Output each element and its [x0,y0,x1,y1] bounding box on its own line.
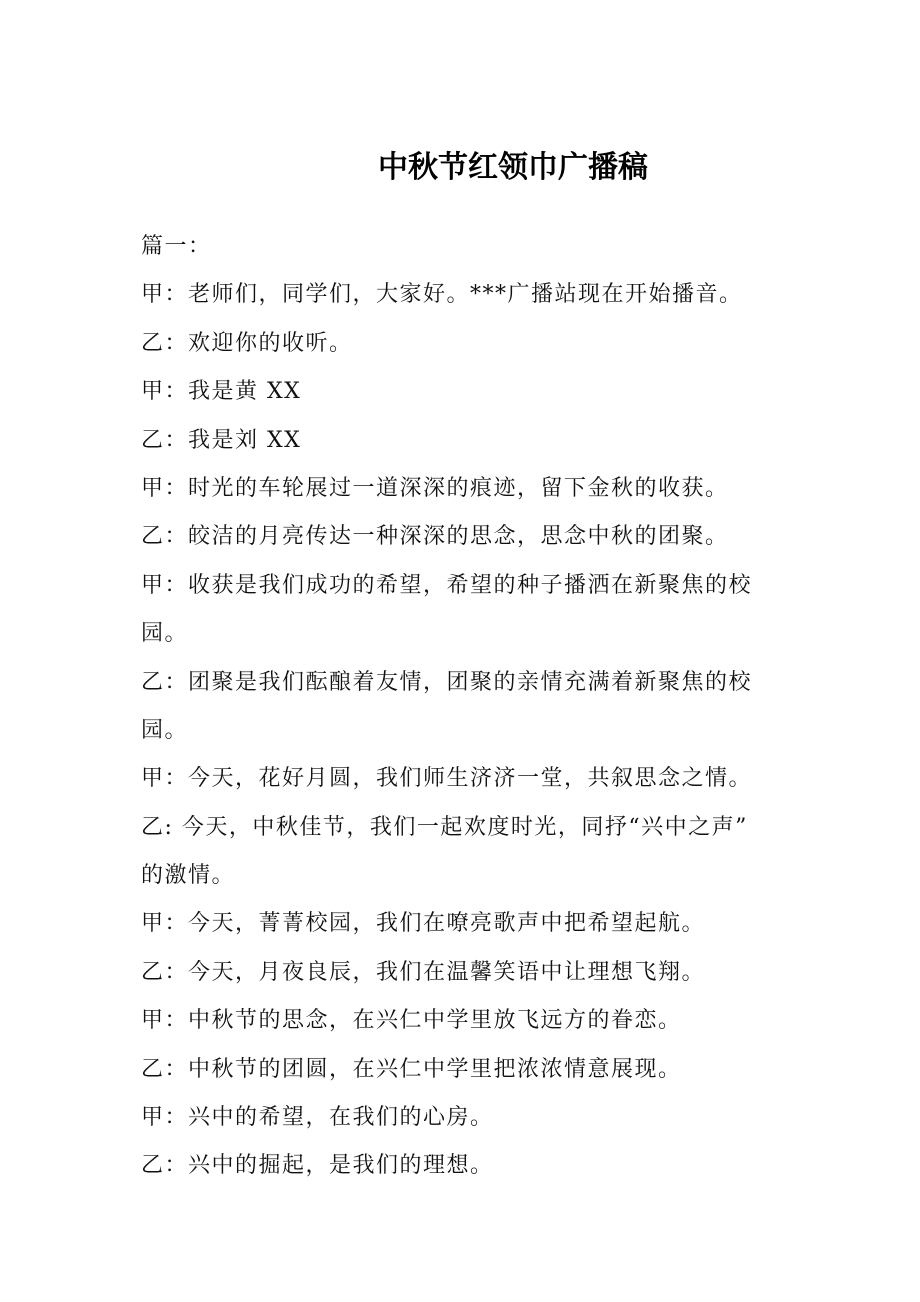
paragraph-line: 甲：今天，花好月圆，我们师生济济一堂，共叙思念之情。 [141,766,753,792]
paragraph-line: 甲：老师们，同学们，大家好。***广播站现在开始播音。 [141,282,743,308]
paragraph-line: 乙：欢迎你的收听。 [141,330,353,356]
paragraph-line: 乙: 今天，中秋佳节，我们一起欢度时光，同抒“兴中之声” [141,814,748,840]
paragraph-line: 乙：兴中的掘起，是我们的理想。 [141,1153,494,1179]
paragraph-line: 乙：皎洁的月亮传达一种深深的思念，思念中秋的团聚。 [141,524,729,550]
paragraph-line: 的激情。 [141,863,236,889]
paragraph-line: 园。 [141,717,189,743]
paragraph-line: 篇一： [141,234,212,259]
paragraph-line: 甲：时光的车轮展过一道深深的痕迹，留下金秋的收获。 [141,475,729,501]
paragraph-line: 乙：我是刘 XX [141,427,302,453]
paragraph-line: 乙：团聚是我们酝酿着友情，团聚的亲情充满着新聚焦的校 [141,669,753,695]
paragraph-line: 甲：今天，菁菁校园，我们在嘹亮歌声中把希望起航。 [141,911,706,937]
document-title: 中秋节红领巾广播稿 [378,150,648,185]
paragraph-line: 甲：中秋节的思念，在兴仁中学里放飞远方的眷恋。 [141,1008,682,1034]
paragraph-line: 甲：收获是我们成功的希望，希望的种子播洒在新聚焦的校 [141,572,753,598]
document-body [141,223,811,1191]
paragraph-line: 园。 [141,621,189,647]
paragraph-line: 甲：兴中的希望，在我们的心房。 [141,1105,494,1131]
paragraph-line: 乙：今天，月夜良辰，我们在温馨笑语中让理想飞翔。 [141,959,706,985]
paragraph-line: 甲：我是黄 XX [141,379,302,405]
paragraph-line: 乙：中秋节的团圆，在兴仁中学里把浓浓情意展现。 [141,1056,682,1082]
